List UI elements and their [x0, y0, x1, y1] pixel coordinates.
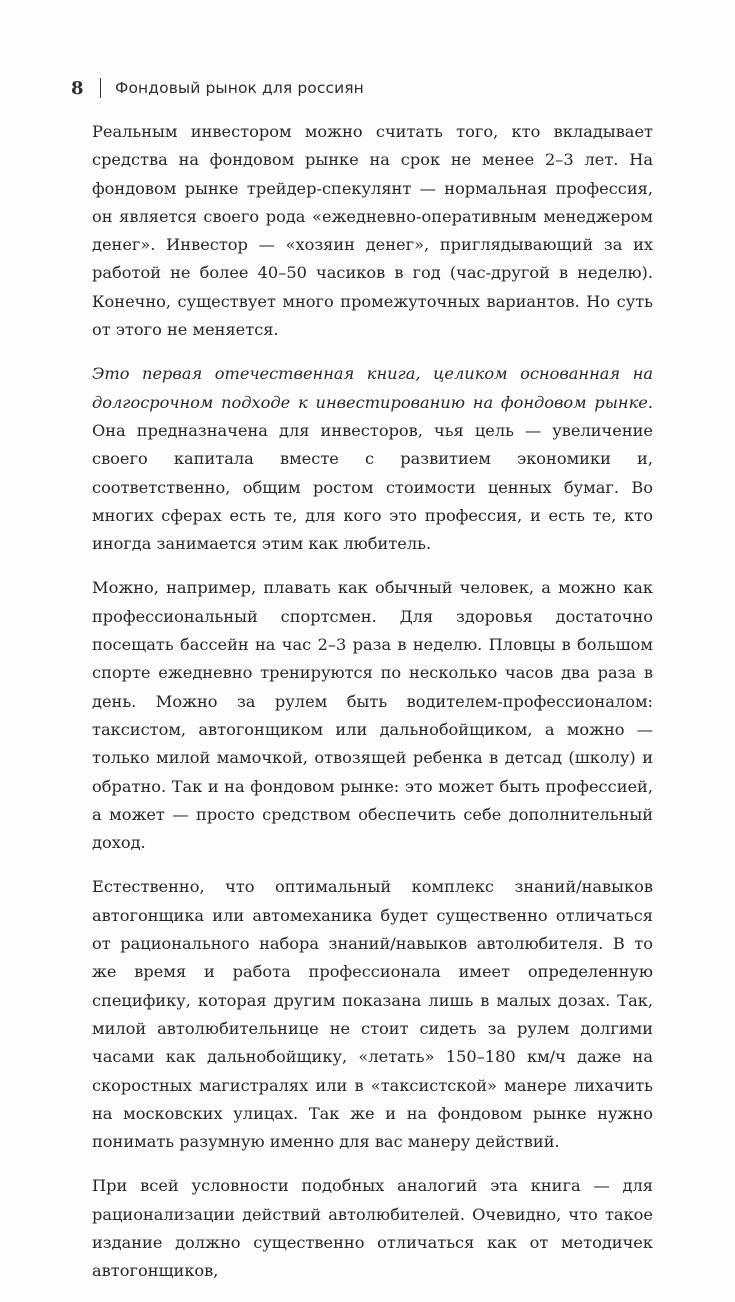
- paragraph-text: При всей условности подобных аналогий эта книга — для рационализации действий автолюбителей. Очевидно, что такое издание должно существенно отличаться как от методичек автогонщиков,: [92, 1176, 653, 1281]
- page-body: [92, 118, 653, 1302]
- paragraph-1: [92, 118, 653, 344]
- running-header: [71, 74, 364, 102]
- header-divider: [100, 78, 102, 98]
- paragraph-text: Реальным инвестором можно считать того, кто вкладывает средства на фондовом рынке на срок не менее 2–3 лет. На фондовом рынке трейдер-спекулянт — нормальная профессия, он является своего рода «ежедневно-оперативным менеджером денег». Инвестор — «хозяин денег», приглядывающий за их работой не более 40–50 часиков в год (час-другой в неделю). Конечно, существует много промежуточных вариантов. Но суть от этого не меняется.: [92, 122, 653, 340]
- running-title: Фондовый рынок для россиян: [115, 79, 364, 97]
- emphasized-statement: Это первая отечественная книга, целиком основанная на долгосрочном подходе к инвестированию на фондовом рынке: [92, 364, 653, 412]
- paragraph-text: . Она предназначена для инвесторов, чья цель — увеличение своего капитала вместе с развитием экономики и, соответственно, общим ростом стоимости ценных бумаг. Во многих сферах есть те, для кого это профессия, и есть те, кто иногда занимается этим как любитель.: [92, 392, 653, 554]
- paragraph-3: [92, 574, 653, 857]
- paragraph-4: [92, 873, 653, 1156]
- paragraph-5: [92, 1172, 653, 1285]
- paragraph-2: [92, 360, 653, 558]
- page-number: 8: [71, 77, 84, 99]
- paragraph-text: Можно, например, плавать как обычный человек, а можно как профессиональный спортсмен. Для здоровья достаточно посещать бассейн на час 2–3 раза в неделю. Пловцы в большом спорте ежедневно тренируются по несколько часов два раза в день. Можно за рулем быть водителем-профессионалом: таксистом, автогонщиком или дальнобойщиком, а можно — только милой мамочкой, отвозящей ребенка в детсад (школу) и обратно. Так и на фондовом рынке: это может быть профессией, а может — просто средством обеспечить себе дополнительный доход.: [92, 578, 653, 853]
- paragraph-text: Естественно, что оптимальный комплекс знаний/навыков автогонщика или автомеханика будет существенно отличаться от рационального набора знаний/навыков автолюбителя. В то же время и работа профессионала имеет определенную специфику, которая другим показана лишь в малых дозах. Так, милой автолюбительнице не стоит сидеть за рулем долгими часами как дальнобойщику, «летать» 150–180 км/ч даже на скоростных магистралях или в «таксистской» манере лихачить на московских улицах. Так же и на фондовом рынке нужно понимать разумную именно для вас манеру действий.: [92, 877, 653, 1152]
